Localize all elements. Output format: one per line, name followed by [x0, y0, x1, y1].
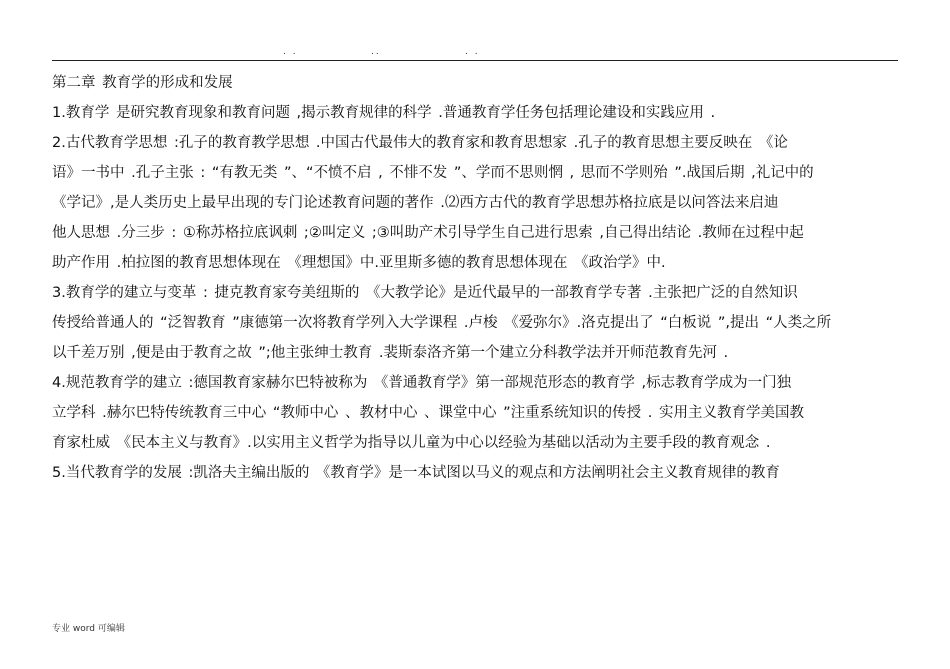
header-dots-1: . . [283, 47, 298, 57]
text-line: 他人思想 .分三步 : ①称苏格拉底讽刺 ;②叫定义 ;③叫助产术引导学生自己进行思索 ,自己得出结论 .教师在过程中起 [52, 225, 804, 241]
chapter-title: 第二章 教育学的形成和发展 [52, 75, 233, 91]
header-dots-3: . . [465, 47, 480, 57]
footer-note: 专业 word 可编辑 [52, 624, 125, 634]
text-line: 2.古代教育学思想 :孔子的教育教学思想 .中国古代最伟大的教育家和教育思想家 .孔子的教育思想主要反映在 《论 [52, 135, 788, 151]
text-line: 5.当代教育学的发展 :凯洛夫主编出版的 《教育学》是一本试图以马义的观点和方法阐明社会主义教育规律的教育 [52, 465, 780, 481]
text-line: 4.规范教育学的建立 :德国教育家赫尔巴特被称为 《普通教育学》第一部规范形态的教育学 ,标志教育学成为一门独 [52, 375, 792, 391]
text-line: 传授给普通人的 “泛智教育 ”康德第一次将教育学列入大学课程 .卢梭 《爱弥尔》.洛克提出了 “白板说 ”,提出 “人类之所 [52, 315, 832, 331]
header-rule [52, 60, 898, 61]
text-line: 助产作用 .柏拉图的教育思想体现在 《理想国》中.亚里斯多德的教育思想体现在 《政治学》中. [52, 255, 666, 271]
text-line: 立学科 .赫尔巴特传统教育三中心 “教师中心 、教材中心 、课堂中心 ”注重系统知识的传授 . 实用主义教育学美国教 [52, 405, 805, 421]
text-line: 《学记》,是人类历史上最早出现的专门论述教育问题的著作 .⑵西方古代的教育学思想苏格拉底是以问答法来启迪 [52, 195, 779, 211]
header-dots-2: .. [371, 47, 381, 57]
text-line: 以千差万别 ,便是由于教育之故 ”;他主张绅士教育 .裴斯泰洛齐第一个建立分科教学法并开师范教育先河 . [52, 345, 729, 361]
text-line: 育家杜威 《民本主义与教育》.以实用主义哲学为指导以儿童为中心以经验为基础以活动为主要手段的教育观念 . [52, 435, 771, 451]
document-body [52, 68, 900, 488]
text-line: 3.教育学的建立与变革 : 捷克教育家夸美纽斯的 《大教学论》是近代最早的一部教育学专著 .主张把广泛的自然知识 [52, 285, 798, 301]
text-line: 语》一书中 .孔子主张 : “有教无类 ”、“不愤不启 , 不悱不发 ”、学而不思则惘 , 思而不学则殆 ”.战国后期 ,礼记中的 [52, 165, 814, 181]
text-line: 1.教育学 是研究教育现象和教育问题 ,揭示教育规律的科学 .普通教育学任务包括理论建设和实践应用 . [52, 105, 716, 121]
header-marks [0, 46, 950, 58]
